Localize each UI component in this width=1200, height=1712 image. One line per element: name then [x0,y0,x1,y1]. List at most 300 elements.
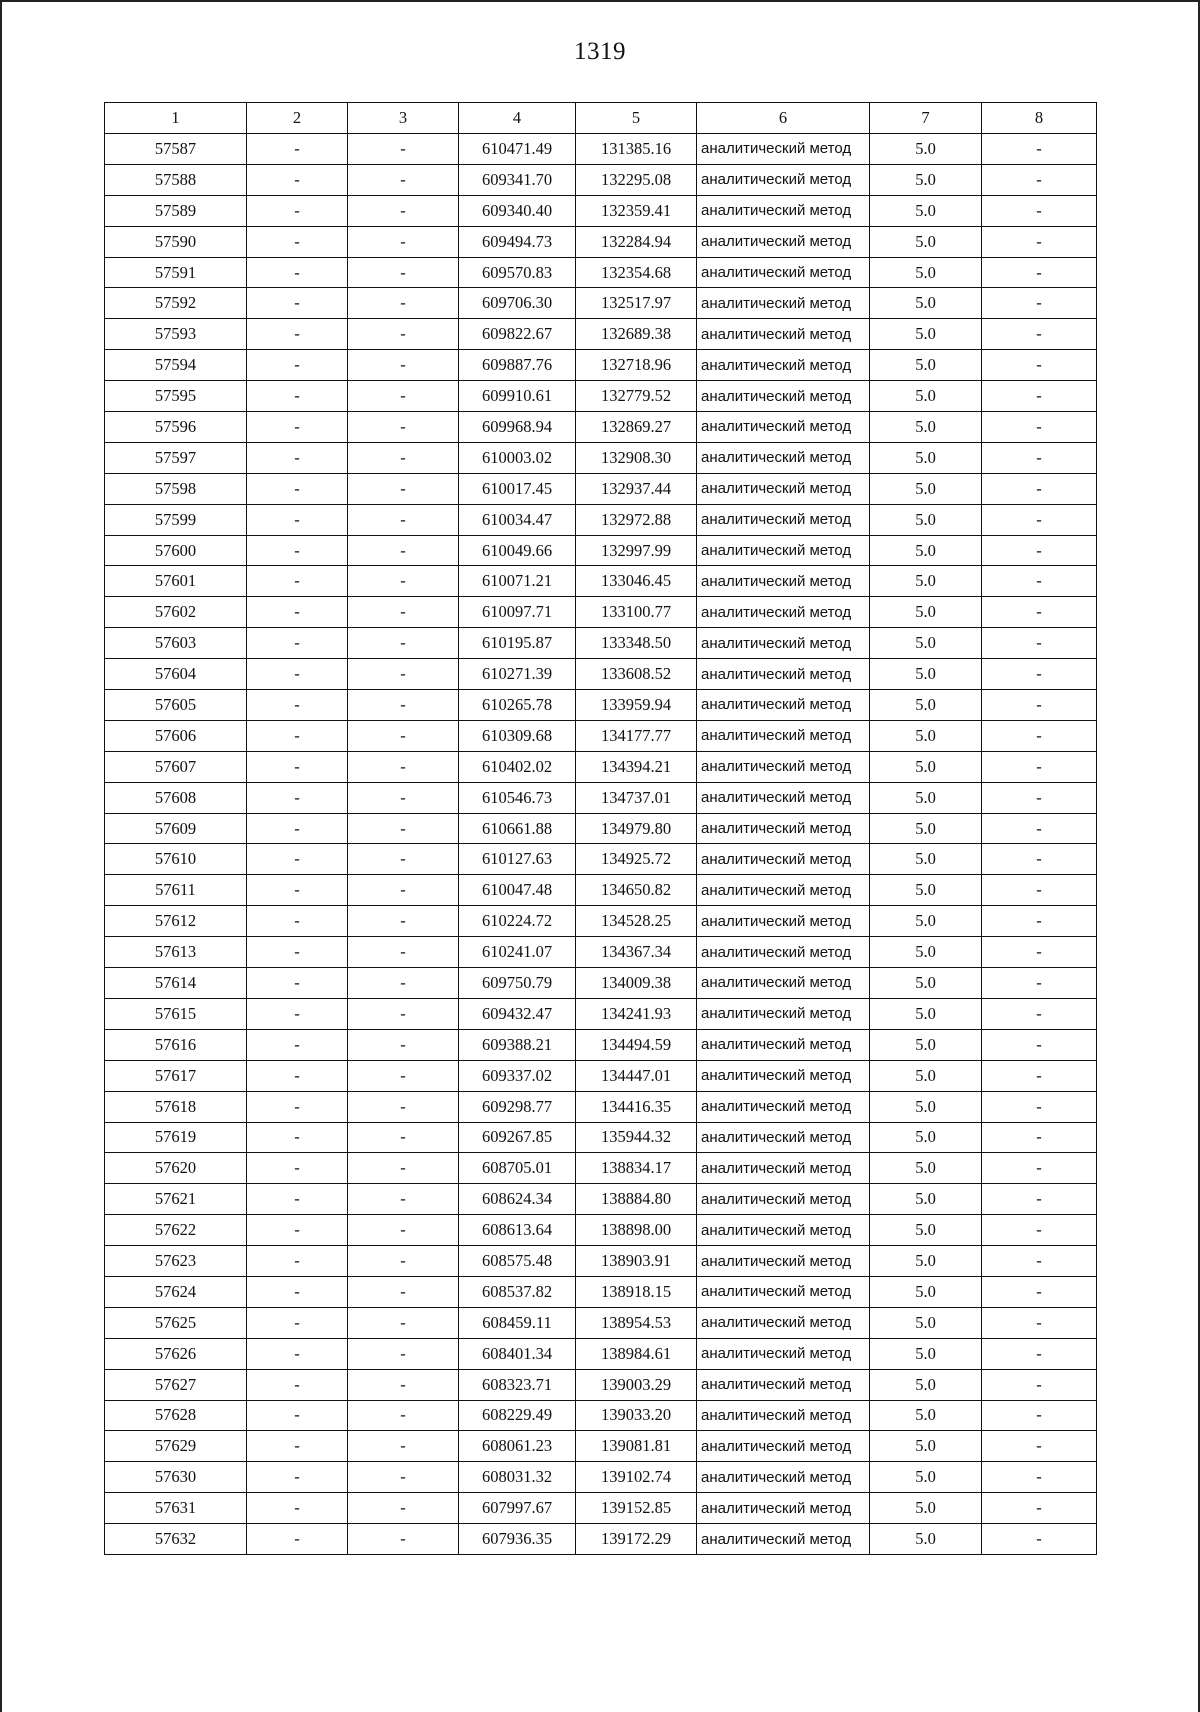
accuracy-cell: 5.0 [870,1493,982,1524]
col3-cell: - [348,844,459,875]
col8-cell: - [982,875,1097,906]
col2-cell: - [247,998,348,1029]
accuracy-cell: 5.0 [870,226,982,257]
method-cell: аналитический метод [697,1462,870,1493]
table-row [105,813,1097,844]
y-coordinate-cell: 134177.77 [576,720,697,751]
col3-cell: - [348,782,459,813]
y-coordinate-cell: 132869.27 [576,412,697,443]
method-cell: аналитический метод [697,1029,870,1060]
method-cell: аналитический метод [697,1369,870,1400]
point-number-cell: 57627 [105,1369,247,1400]
x-coordinate-cell: 609337.02 [459,1060,576,1091]
y-coordinate-cell: 132689.38 [576,319,697,350]
col2-cell: - [247,1122,348,1153]
col3-cell: - [348,164,459,195]
col8-cell: - [982,690,1097,721]
accuracy-cell: 5.0 [870,1153,982,1184]
y-coordinate-cell: 138903.91 [576,1246,697,1277]
y-coordinate-cell: 134650.82 [576,875,697,906]
table-row [105,1462,1097,1493]
y-coordinate-cell: 134241.93 [576,998,697,1029]
x-coordinate-cell: 607997.67 [459,1493,576,1524]
accuracy-cell: 5.0 [870,906,982,937]
point-number-cell: 57590 [105,226,247,257]
point-number-cell: 57625 [105,1307,247,1338]
table-row [105,1215,1097,1246]
accuracy-cell: 5.0 [870,1431,982,1462]
table-row [105,566,1097,597]
method-cell: аналитический метод [697,968,870,999]
point-number-cell: 57608 [105,782,247,813]
col2-cell: - [247,720,348,751]
col8-cell: - [982,720,1097,751]
x-coordinate-cell: 607936.35 [459,1524,576,1555]
x-coordinate-cell: 610049.66 [459,535,576,566]
col2-cell: - [247,659,348,690]
col8-cell: - [982,164,1097,195]
col2-cell: - [247,257,348,288]
y-coordinate-cell: 139081.81 [576,1431,697,1462]
x-coordinate-cell: 610127.63 [459,844,576,875]
method-cell: аналитический метод [697,195,870,226]
point-number-cell: 57632 [105,1524,247,1555]
col8-cell: - [982,597,1097,628]
accuracy-cell: 5.0 [870,504,982,535]
accuracy-cell: 5.0 [870,1091,982,1122]
x-coordinate-cell: 608575.48 [459,1246,576,1277]
x-coordinate-cell: 608537.82 [459,1276,576,1307]
table-row [105,504,1097,535]
point-number-cell: 57618 [105,1091,247,1122]
method-cell: аналитический метод [697,164,870,195]
x-coordinate-cell: 608031.32 [459,1462,576,1493]
x-coordinate-cell: 610402.02 [459,751,576,782]
y-coordinate-cell: 132354.68 [576,257,697,288]
accuracy-cell: 5.0 [870,844,982,875]
table-row [105,720,1097,751]
x-coordinate-cell: 610224.72 [459,906,576,937]
method-cell: аналитический метод [697,1122,870,1153]
table-body [105,134,1097,1555]
table-row [105,1122,1097,1153]
y-coordinate-cell: 134447.01 [576,1060,697,1091]
col8-cell: - [982,412,1097,443]
x-coordinate-cell: 609267.85 [459,1122,576,1153]
accuracy-cell: 5.0 [870,998,982,1029]
point-number-cell: 57616 [105,1029,247,1060]
accuracy-cell: 5.0 [870,473,982,504]
y-coordinate-cell: 134416.35 [576,1091,697,1122]
col3-cell: - [348,1400,459,1431]
column-header: 1 [105,103,247,134]
col8-cell: - [982,195,1097,226]
table-row [105,1369,1097,1400]
method-cell: аналитический метод [697,1091,870,1122]
method-cell: аналитический метод [697,350,870,381]
method-cell: аналитический метод [697,1431,870,1462]
accuracy-cell: 5.0 [870,690,982,721]
x-coordinate-cell: 608613.64 [459,1215,576,1246]
y-coordinate-cell: 132295.08 [576,164,697,195]
col8-cell: - [982,782,1097,813]
x-coordinate-cell: 609340.40 [459,195,576,226]
col3-cell: - [348,381,459,412]
method-cell: аналитический метод [697,720,870,751]
y-coordinate-cell: 138918.15 [576,1276,697,1307]
x-coordinate-cell: 610309.68 [459,720,576,751]
col2-cell: - [247,690,348,721]
col8-cell: - [982,628,1097,659]
x-coordinate-cell: 610546.73 [459,782,576,813]
col3-cell: - [348,1122,459,1153]
y-coordinate-cell: 138898.00 [576,1215,697,1246]
table-row [105,1431,1097,1462]
x-coordinate-cell: 610471.49 [459,134,576,165]
x-coordinate-cell: 609706.30 [459,288,576,319]
table-row [105,1029,1097,1060]
accuracy-cell: 5.0 [870,134,982,165]
method-cell: аналитический метод [697,1153,870,1184]
col8-cell: - [982,226,1097,257]
point-number-cell: 57620 [105,1153,247,1184]
col2-cell: - [247,1091,348,1122]
point-number-cell: 57613 [105,937,247,968]
accuracy-cell: 5.0 [870,720,982,751]
table-row [105,1493,1097,1524]
method-cell: аналитический метод [697,535,870,566]
col2-cell: - [247,782,348,813]
accuracy-cell: 5.0 [870,1276,982,1307]
accuracy-cell: 5.0 [870,1184,982,1215]
y-coordinate-cell: 133046.45 [576,566,697,597]
col2-cell: - [247,1338,348,1369]
col2-cell: - [247,813,348,844]
col3-cell: - [348,628,459,659]
col2-cell: - [247,906,348,937]
point-number-cell: 57599 [105,504,247,535]
col3-cell: - [348,1029,459,1060]
method-cell: аналитический метод [697,1184,870,1215]
col8-cell: - [982,659,1097,690]
method-cell: аналитический метод [697,690,870,721]
point-number-cell: 57596 [105,412,247,443]
col8-cell: - [982,257,1097,288]
col3-cell: - [348,1369,459,1400]
table-row [105,1338,1097,1369]
col2-cell: - [247,844,348,875]
table-row [105,257,1097,288]
col8-cell: - [982,1091,1097,1122]
x-coordinate-cell: 609750.79 [459,968,576,999]
col3-cell: - [348,350,459,381]
accuracy-cell: 5.0 [870,1307,982,1338]
table-row [105,875,1097,906]
table-row [105,1153,1097,1184]
y-coordinate-cell: 132779.52 [576,381,697,412]
method-cell: аналитический метод [697,875,870,906]
col8-cell: - [982,1493,1097,1524]
page-border-top [0,0,1200,2]
point-number-cell: 57595 [105,381,247,412]
method-cell: аналитический метод [697,782,870,813]
method-cell: аналитический метод [697,906,870,937]
x-coordinate-cell: 610003.02 [459,442,576,473]
col8-cell: - [982,1431,1097,1462]
col8-cell: - [982,1215,1097,1246]
method-cell: аналитический метод [697,1246,870,1277]
point-number-cell: 57602 [105,597,247,628]
y-coordinate-cell: 133100.77 [576,597,697,628]
col2-cell: - [247,1215,348,1246]
column-header: 6 [697,103,870,134]
x-coordinate-cell: 610265.78 [459,690,576,721]
col2-cell: - [247,473,348,504]
accuracy-cell: 5.0 [870,1246,982,1277]
col3-cell: - [348,1060,459,1091]
col2-cell: - [247,875,348,906]
point-number-cell: 57589 [105,195,247,226]
accuracy-cell: 5.0 [870,659,982,690]
col2-cell: - [247,1431,348,1462]
method-cell: аналитический метод [697,998,870,1029]
x-coordinate-cell: 609910.61 [459,381,576,412]
point-number-cell: 57629 [105,1431,247,1462]
method-cell: аналитический метод [697,226,870,257]
y-coordinate-cell: 139003.29 [576,1369,697,1400]
table-row [105,844,1097,875]
col8-cell: - [982,937,1097,968]
point-number-cell: 57597 [105,442,247,473]
col2-cell: - [247,288,348,319]
col3-cell: - [348,566,459,597]
method-cell: аналитический метод [697,134,870,165]
x-coordinate-cell: 609298.77 [459,1091,576,1122]
point-number-cell: 57603 [105,628,247,659]
col3-cell: - [348,1431,459,1462]
point-number-cell: 57617 [105,1060,247,1091]
point-number-cell: 57592 [105,288,247,319]
accuracy-cell: 5.0 [870,597,982,628]
accuracy-cell: 5.0 [870,782,982,813]
col3-cell: - [348,751,459,782]
x-coordinate-cell: 608459.11 [459,1307,576,1338]
x-coordinate-cell: 609887.76 [459,350,576,381]
page-number: 1319 [574,38,626,65]
col3-cell: - [348,288,459,319]
col8-cell: - [982,1029,1097,1060]
accuracy-cell: 5.0 [870,535,982,566]
accuracy-cell: 5.0 [870,257,982,288]
col3-cell: - [348,319,459,350]
accuracy-cell: 5.0 [870,751,982,782]
col3-cell: - [348,597,459,628]
point-number-cell: 57594 [105,350,247,381]
point-number-cell: 57614 [105,968,247,999]
y-coordinate-cell: 134367.34 [576,937,697,968]
col8-cell: - [982,751,1097,782]
y-coordinate-cell: 132937.44 [576,473,697,504]
col3-cell: - [348,875,459,906]
col2-cell: - [247,1184,348,1215]
point-number-cell: 57604 [105,659,247,690]
table-row [105,1307,1097,1338]
y-coordinate-cell: 132517.97 [576,288,697,319]
y-coordinate-cell: 132972.88 [576,504,697,535]
point-number-cell: 57624 [105,1276,247,1307]
col2-cell: - [247,319,348,350]
accuracy-cell: 5.0 [870,1369,982,1400]
col2-cell: - [247,504,348,535]
col2-cell: - [247,968,348,999]
table-row [105,412,1097,443]
col8-cell: - [982,1060,1097,1091]
accuracy-cell: 5.0 [870,442,982,473]
point-number-cell: 57622 [105,1215,247,1246]
point-number-cell: 57615 [105,998,247,1029]
col3-cell: - [348,998,459,1029]
method-cell: аналитический метод [697,381,870,412]
table-row [105,690,1097,721]
method-cell: аналитический метод [697,751,870,782]
point-number-cell: 57610 [105,844,247,875]
method-cell: аналитический метод [697,473,870,504]
table-row [105,998,1097,1029]
y-coordinate-cell: 134394.21 [576,751,697,782]
column-header: 3 [348,103,459,134]
x-coordinate-cell: 609822.67 [459,319,576,350]
method-cell: аналитический метод [697,937,870,968]
point-number-cell: 57611 [105,875,247,906]
point-number-cell: 57630 [105,1462,247,1493]
col2-cell: - [247,597,348,628]
column-header: 4 [459,103,576,134]
y-coordinate-cell: 139033.20 [576,1400,697,1431]
col8-cell: - [982,350,1097,381]
table-row [105,195,1097,226]
col8-cell: - [982,381,1097,412]
col2-cell: - [247,1524,348,1555]
table-row [105,134,1097,165]
table-row [105,1184,1097,1215]
point-number-cell: 57607 [105,751,247,782]
col2-cell: - [247,1493,348,1524]
col3-cell: - [348,968,459,999]
x-coordinate-cell: 608061.23 [459,1431,576,1462]
point-number-cell: 57621 [105,1184,247,1215]
y-coordinate-cell: 135944.32 [576,1122,697,1153]
accuracy-cell: 5.0 [870,566,982,597]
col3-cell: - [348,1276,459,1307]
col8-cell: - [982,1276,1097,1307]
x-coordinate-cell: 610195.87 [459,628,576,659]
accuracy-cell: 5.0 [870,350,982,381]
col2-cell: - [247,412,348,443]
table-row [105,968,1097,999]
point-number-cell: 57591 [105,257,247,288]
accuracy-cell: 5.0 [870,164,982,195]
coordinates-table [104,102,1097,1555]
col8-cell: - [982,813,1097,844]
y-coordinate-cell: 134925.72 [576,844,697,875]
y-coordinate-cell: 134494.59 [576,1029,697,1060]
col3-cell: - [348,412,459,443]
col2-cell: - [247,566,348,597]
col8-cell: - [982,1400,1097,1431]
col3-cell: - [348,690,459,721]
col3-cell: - [348,906,459,937]
col2-cell: - [247,1369,348,1400]
x-coordinate-cell: 609341.70 [459,164,576,195]
table-row [105,164,1097,195]
y-coordinate-cell: 139172.29 [576,1524,697,1555]
y-coordinate-cell: 132359.41 [576,195,697,226]
y-coordinate-cell: 139152.85 [576,1493,697,1524]
col2-cell: - [247,1153,348,1184]
col3-cell: - [348,1184,459,1215]
y-coordinate-cell: 134737.01 [576,782,697,813]
y-coordinate-cell: 132718.96 [576,350,697,381]
x-coordinate-cell: 610071.21 [459,566,576,597]
col3-cell: - [348,257,459,288]
accuracy-cell: 5.0 [870,1060,982,1091]
accuracy-cell: 5.0 [870,381,982,412]
column-header: 8 [982,103,1097,134]
y-coordinate-cell: 138884.80 [576,1184,697,1215]
col8-cell: - [982,1462,1097,1493]
col3-cell: - [348,720,459,751]
method-cell: аналитический метод [697,504,870,535]
table-row [105,937,1097,968]
col2-cell: - [247,442,348,473]
table-row [105,782,1097,813]
point-number-cell: 57609 [105,813,247,844]
col2-cell: - [247,1276,348,1307]
col8-cell: - [982,998,1097,1029]
col2-cell: - [247,1462,348,1493]
accuracy-cell: 5.0 [870,288,982,319]
col2-cell: - [247,1400,348,1431]
table-row [105,442,1097,473]
method-cell: аналитический метод [697,288,870,319]
col3-cell: - [348,813,459,844]
point-number-cell: 57628 [105,1400,247,1431]
table-row [105,473,1097,504]
y-coordinate-cell: 138954.53 [576,1307,697,1338]
x-coordinate-cell: 608705.01 [459,1153,576,1184]
col8-cell: - [982,968,1097,999]
accuracy-cell: 5.0 [870,937,982,968]
point-number-cell: 57587 [105,134,247,165]
x-coordinate-cell: 610047.48 [459,875,576,906]
x-coordinate-cell: 610661.88 [459,813,576,844]
point-number-cell: 57619 [105,1122,247,1153]
y-coordinate-cell: 134528.25 [576,906,697,937]
method-cell: аналитический метод [697,1400,870,1431]
point-number-cell: 57601 [105,566,247,597]
col3-cell: - [348,195,459,226]
col2-cell: - [247,1307,348,1338]
accuracy-cell: 5.0 [870,1029,982,1060]
col2-cell: - [247,164,348,195]
col2-cell: - [247,751,348,782]
col8-cell: - [982,566,1097,597]
col8-cell: - [982,504,1097,535]
col3-cell: - [348,1215,459,1246]
x-coordinate-cell: 608401.34 [459,1338,576,1369]
table-header-row [105,103,1097,134]
col8-cell: - [982,473,1097,504]
